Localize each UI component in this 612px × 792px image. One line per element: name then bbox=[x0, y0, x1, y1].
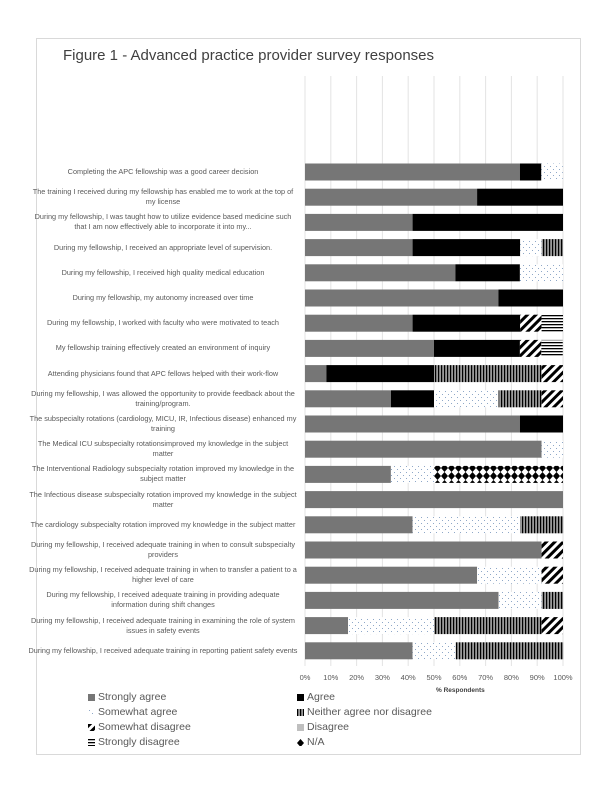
bar-segment-agree bbox=[434, 340, 520, 357]
bar-segment-agree bbox=[413, 214, 563, 231]
bar-segment-agree bbox=[413, 239, 521, 256]
bar-segment-agree bbox=[391, 390, 434, 407]
bar-segment-somewhat-disagree bbox=[542, 365, 563, 382]
legend-label: Strongly disagree bbox=[98, 736, 180, 748]
legend-item bbox=[88, 721, 191, 733]
bar-segment-somewhat-agree bbox=[541, 164, 562, 181]
bar-segment-strongly-agree bbox=[305, 416, 520, 433]
bar-segment-agree bbox=[520, 164, 541, 181]
bar-segment-strongly-agree bbox=[305, 290, 499, 307]
bar-segment-strongly-disagree bbox=[541, 340, 562, 357]
y-category-label: During my fellowship, I received adequate training in providing adequate information during shift changes bbox=[46, 590, 280, 610]
legend-label: Strongly agree bbox=[98, 691, 167, 703]
bar-segment-strongly-agree bbox=[305, 264, 455, 281]
bar-segment-somewhat-agree bbox=[348, 617, 434, 634]
y-category-label: During my fellowship, I received adequate training in reporting patient safety events bbox=[28, 645, 298, 655]
bar-segment-strongly-agree bbox=[305, 390, 391, 407]
legend-swatch-icon bbox=[88, 694, 95, 701]
y-category-label: My fellowship training effectively created an environment of inquiry bbox=[55, 343, 271, 353]
bar-segment-neither-agree-nor-disagree bbox=[434, 365, 542, 382]
y-category-label: The Interventional Radiology subspecialty rotation improved my knowledge in the subject matter bbox=[31, 464, 295, 484]
bar-segment-agree bbox=[499, 290, 564, 307]
chart-title: Figure 1 - Advanced practice provider survey responses bbox=[63, 47, 435, 64]
bar-segment-somewhat-agree bbox=[413, 642, 456, 659]
bar-segment-strongly-agree bbox=[305, 617, 348, 634]
x-tick-label: 70% bbox=[478, 673, 494, 682]
legend-label: N/A bbox=[307, 736, 325, 748]
y-category-label: The Medical ICU subspecialty rotationsimproved my knowledge in the subject matter bbox=[37, 439, 289, 459]
bar-segment-agree bbox=[413, 315, 521, 332]
bar-segment-somewhat-disagree bbox=[542, 617, 563, 634]
bar-segment-agree bbox=[455, 264, 520, 281]
y-category-label: During my fellowship, I received high quality medical education bbox=[61, 267, 265, 277]
legend-item bbox=[88, 706, 177, 718]
bar-segment-neither-agree-nor-disagree bbox=[542, 592, 563, 609]
legend-label: Somewhat disagree bbox=[98, 721, 191, 733]
legend-item bbox=[88, 736, 180, 748]
legend-item bbox=[297, 691, 335, 703]
y-category-label: The cardiology subspecialty rotation improved my knowledge in the subject matter bbox=[30, 519, 296, 529]
x-axis-label: % Respondents bbox=[436, 687, 485, 694]
bar-segment-strongly-agree bbox=[305, 365, 326, 382]
x-tick-label: 90% bbox=[529, 673, 545, 682]
bar-segment-somewhat-disagree bbox=[542, 542, 563, 559]
bar-segment-somewhat-disagree bbox=[542, 390, 563, 407]
bar-segment-neither-agree-nor-disagree bbox=[499, 390, 542, 407]
x-tick-label: 60% bbox=[452, 673, 468, 682]
legend-label: Somewhat agree bbox=[98, 706, 178, 718]
bar-segment-strongly-agree bbox=[305, 466, 391, 483]
y-category-label: The subspecialty rotations (cardiology, MICU, IR, Infectious disease) enhanced my training bbox=[29, 414, 297, 433]
legend-swatch-icon bbox=[297, 694, 304, 701]
bar-segment-strongly-agree bbox=[305, 315, 413, 332]
legend-swatch-icon bbox=[297, 709, 304, 716]
bar-segment-strongly-agree bbox=[305, 340, 434, 357]
bar-segment-somewhat-agree bbox=[499, 592, 542, 609]
bar-segment-strongly-agree bbox=[305, 491, 563, 508]
bar-segment-somewhat-disagree bbox=[520, 340, 541, 357]
x-tick-label: 80% bbox=[503, 673, 519, 682]
bar-segment-agree bbox=[520, 416, 563, 433]
y-category-label: During my fellowship, I received an appropriate level of supervision. bbox=[53, 242, 273, 252]
bar-segment-strongly-agree bbox=[305, 441, 542, 458]
bar-segment-neither-agree-nor-disagree bbox=[434, 617, 542, 634]
y-category-label: The training I received during my fellowship has enabled me to work at the top of my license bbox=[32, 187, 294, 207]
bar-segment-strongly-agree bbox=[305, 567, 477, 584]
x-tick-label: 30% bbox=[374, 673, 390, 682]
y-category-label: During my fellowship, I received adequate training in when to consult subspecialty providers bbox=[30, 540, 296, 559]
legend-swatch-icon bbox=[88, 739, 95, 746]
bar-segment-strongly-agree bbox=[305, 516, 413, 533]
bar-segment-strongly-agree bbox=[305, 239, 413, 256]
bar-segment-agree bbox=[477, 189, 563, 206]
bar-segment-neither-agree-nor-disagree bbox=[542, 239, 563, 256]
x-tick-label: 50% bbox=[426, 673, 442, 682]
bar-segment-strongly-agree bbox=[305, 542, 542, 559]
y-category-label: During my fellowship, I was taught how to utilize evidence based medicine such that I am now effectively able to incorporate it into my... bbox=[34, 212, 292, 232]
y-category-label: During my fellowship, my autonomy increased over time bbox=[72, 293, 254, 302]
bar-segment-strongly-agree bbox=[305, 164, 520, 181]
bar-segment-somewhat-agree bbox=[520, 264, 563, 281]
legend-swatch-icon bbox=[88, 724, 95, 731]
bar-segment-somewhat-agree bbox=[391, 466, 434, 483]
y-category-label: During my fellowship, I received adequate training in examining the role of system issues in safety events bbox=[30, 615, 296, 635]
bar-segment-strongly-agree bbox=[305, 592, 499, 609]
y-category-label: The Infectious disease subspecialty rotation improved my knowledge in the subject matter bbox=[29, 489, 297, 509]
bar-segment-somewhat-agree bbox=[542, 441, 563, 458]
legend-swatch-icon bbox=[88, 709, 95, 716]
bar-segment-neither-agree-nor-disagree bbox=[456, 642, 564, 659]
bar-segment-neither-agree-nor-disagree bbox=[520, 516, 563, 533]
bar-segment-somewhat-agree bbox=[434, 390, 499, 407]
legend-item bbox=[297, 706, 432, 718]
x-tick-label: 40% bbox=[400, 673, 416, 682]
legend-item bbox=[297, 721, 349, 733]
bar-segment-strongly-disagree bbox=[542, 315, 563, 332]
x-tick-label: 0% bbox=[299, 673, 311, 682]
bar-segment-agree bbox=[326, 365, 434, 382]
bar-segment-somewhat-agree bbox=[413, 516, 521, 533]
x-tick-label: 20% bbox=[349, 673, 365, 682]
bar-segment-somewhat-disagree bbox=[520, 315, 541, 332]
y-category-label: During my fellowship, I received adequate training in when to transfer a patient to a higher level of care bbox=[29, 565, 297, 585]
bar-segment-somewhat-disagree bbox=[542, 567, 563, 584]
legend-item bbox=[297, 736, 325, 748]
y-category-label: During my fellowship, I was allowed the opportunity to provide feedback about the training/program. bbox=[31, 388, 295, 408]
bar-segment-strongly-agree bbox=[305, 189, 477, 206]
y-category-label: Attending physicians found that APC fellows helped with their work-flow bbox=[47, 368, 279, 378]
legend-label: Disagree bbox=[307, 721, 350, 733]
x-tick-label: 100% bbox=[553, 673, 573, 682]
bar-segment-strongly-agree bbox=[305, 214, 413, 231]
legend-item bbox=[88, 691, 166, 703]
bar-segment-strongly-agree bbox=[305, 642, 413, 659]
y-category-label: Completing the APC fellowship was a good career decision bbox=[67, 167, 259, 176]
bar-segment-n-a bbox=[434, 466, 563, 483]
x-tick-label: 10% bbox=[323, 673, 339, 682]
legend-swatch-icon bbox=[297, 739, 304, 746]
legend-swatch-icon bbox=[297, 724, 304, 731]
y-category-label: During my fellowship, I worked with faculty who were motivated to teach bbox=[47, 318, 279, 328]
bar-segment-somewhat-agree bbox=[477, 567, 542, 584]
bar-segment-somewhat-agree bbox=[520, 239, 541, 256]
legend-label: Agree bbox=[307, 691, 336, 703]
legend-label: Neither agree nor disagree bbox=[307, 706, 432, 718]
